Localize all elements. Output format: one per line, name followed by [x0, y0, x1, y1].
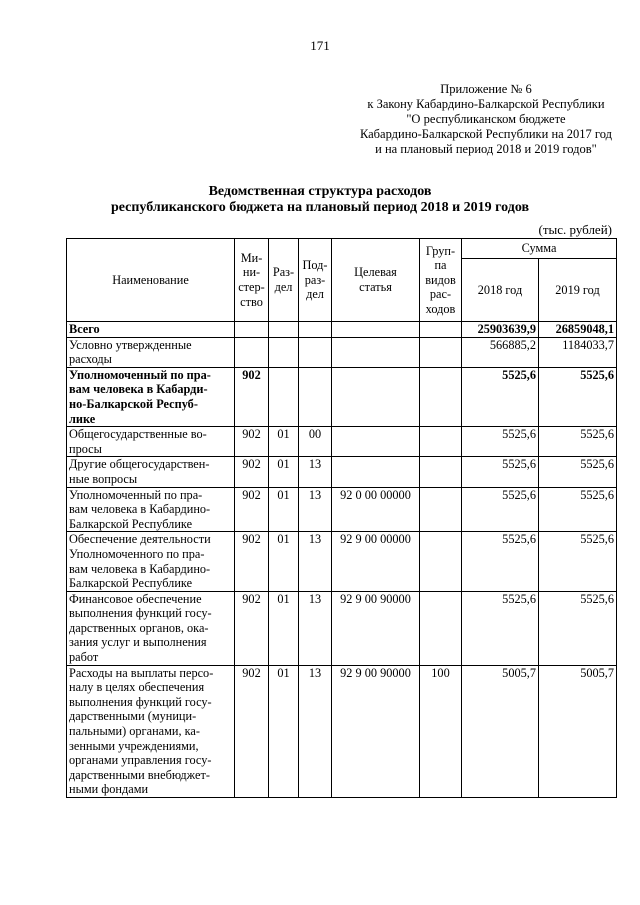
cell-section: 01: [269, 457, 299, 487]
cell-name: Условно утвержденные расходы: [67, 337, 235, 367]
cell-name: Уполномоченный по пра- вам человека в Кабарди- но-Балкарской Респуб- лике: [67, 367, 235, 426]
cell-ministry: 902: [235, 591, 269, 665]
cell-target-article: [332, 367, 420, 426]
cell-subsection: 13: [299, 591, 332, 665]
cell-ministry: 902: [235, 427, 269, 457]
table-row: [67, 532, 617, 591]
title-line: республиканского бюджета на плановый период 2018 и 2019 годов: [110, 200, 530, 215]
cell-ministry: 902: [235, 457, 269, 487]
cell-2018: 5005,7: [462, 665, 539, 797]
cell-section: 01: [269, 665, 299, 797]
cell-expense-group: [420, 487, 462, 532]
cell-subsection: [299, 337, 332, 367]
cell-subsection: [299, 367, 332, 426]
cell-name: Уполномоченный по пра- вам человека в Кабардино- Балкарской Республике: [67, 487, 235, 532]
cell-subsection: 13: [299, 665, 332, 797]
appendix-line: "О республиканском бюджете: [406, 112, 566, 126]
cell-expense-group: [420, 457, 462, 487]
cell-expense-group: [420, 322, 462, 338]
header-ministry: Ми- ни- стер- ство: [235, 239, 269, 322]
cell-subsection: 13: [299, 487, 332, 532]
cell-section: [269, 337, 299, 367]
cell-target-article: 92 0 00 00000: [332, 487, 420, 532]
cell-ministry: 902: [235, 532, 269, 591]
header-expense-group: Груп- па видов рас- ходов: [420, 239, 462, 322]
document-title: [0, 184, 640, 216]
header-2019: 2019 год: [539, 259, 617, 322]
cell-ministry: 902: [235, 487, 269, 532]
cell-expense-group: [420, 591, 462, 665]
cell-2019: 5525,6: [539, 591, 617, 665]
appendix-line: к Закону Кабардино-Балкарской Республики: [367, 97, 605, 111]
table-row: [67, 457, 617, 487]
appendix-line: Приложение № 6: [440, 82, 532, 96]
cell-ministry: 902: [235, 367, 269, 426]
units-label: (тыс. рублей): [538, 222, 612, 237]
cell-name: Всего: [67, 322, 235, 338]
cell-target-article: [332, 427, 420, 457]
cell-target-article: 92 9 00 90000: [332, 591, 420, 665]
title-line: Ведомственная структура расходов: [208, 184, 432, 199]
header-sum: Сумма: [462, 239, 617, 259]
cell-name: Общегосударственные во- просы: [67, 427, 235, 457]
table-row: [67, 665, 617, 797]
cell-ministry: [235, 337, 269, 367]
cell-2018: 25903639,9: [462, 322, 539, 338]
cell-2019: 5525,6: [539, 532, 617, 591]
cell-subsection: 00: [299, 427, 332, 457]
cell-2019: 5005,7: [539, 665, 617, 797]
header-target-article: Целевая статья: [332, 239, 420, 322]
cell-section: 01: [269, 591, 299, 665]
cell-target-article: [332, 457, 420, 487]
cell-subsection: [299, 322, 332, 338]
cell-target-article: 92 9 00 00000: [332, 532, 420, 591]
header-section: Раз- дел: [269, 239, 299, 322]
cell-section: 01: [269, 532, 299, 591]
cell-name: Обеспечение деятельности Уполномоченного по пра- вам человека в Кабардино- Балкарской Республике: [67, 532, 235, 591]
cell-name: Расходы на выплаты персо- налу в целях обеспечения выполнения функций госу- дарственными (муници- пальными) органами, ка- зенными учреждениями, органами управления госу- дарственными внебюджет- ными фондами: [67, 665, 235, 797]
cell-section: 01: [269, 487, 299, 532]
cell-subsection: 13: [299, 457, 332, 487]
header-name: Наименование: [67, 239, 235, 322]
header-subsection: Под- раз- дел: [299, 239, 332, 322]
table-row: [67, 337, 617, 367]
cell-2019: 1184033,7: [539, 337, 617, 367]
table-row: [67, 427, 617, 457]
cell-section: 01: [269, 427, 299, 457]
cell-2018: 5525,6: [462, 457, 539, 487]
cell-target-article: [332, 337, 420, 367]
cell-subsection: 13: [299, 532, 332, 591]
cell-target-article: 92 9 00 90000: [332, 665, 420, 797]
cell-expense-group: [420, 532, 462, 591]
table-row: [67, 591, 617, 665]
table-body: [67, 322, 617, 798]
header-2018: 2018 год: [462, 259, 539, 322]
cell-2018: 5525,6: [462, 427, 539, 457]
page-number: 171: [310, 38, 330, 53]
table-row: [67, 322, 617, 338]
cell-target-article: [332, 322, 420, 338]
cell-expense-group: 100: [420, 665, 462, 797]
cell-2018: 5525,6: [462, 367, 539, 426]
cell-2018: 5525,6: [462, 591, 539, 665]
cell-2018: 5525,6: [462, 532, 539, 591]
cell-2019: 5525,6: [539, 487, 617, 532]
cell-name: Финансовое обеспечение выполнения функций госу- дарственных органов, ока- зания услуг и выполнения работ: [67, 591, 235, 665]
cell-2018: 5525,6: [462, 487, 539, 532]
appendix-note: [360, 82, 612, 157]
cell-expense-group: [420, 427, 462, 457]
cell-section: [269, 322, 299, 338]
cell-expense-group: [420, 337, 462, 367]
budget-table: [66, 238, 617, 798]
cell-2019: 5525,6: [539, 457, 617, 487]
cell-2019: 5525,6: [539, 367, 617, 426]
table-row: [67, 487, 617, 532]
cell-ministry: 902: [235, 665, 269, 797]
cell-2018: 566885,2: [462, 337, 539, 367]
appendix-line: Кабардино-Балкарской Республики на 2017 год: [359, 127, 612, 141]
appendix-line: и на плановый период 2018 и 2019 годов": [375, 142, 597, 156]
cell-name: Другие общегосударствен- ные вопросы: [67, 457, 235, 487]
table-row: [67, 367, 617, 426]
cell-ministry: [235, 322, 269, 338]
cell-expense-group: [420, 367, 462, 426]
cell-2019: 5525,6: [539, 427, 617, 457]
cell-2019: 26859048,1: [539, 322, 617, 338]
cell-section: [269, 367, 299, 426]
